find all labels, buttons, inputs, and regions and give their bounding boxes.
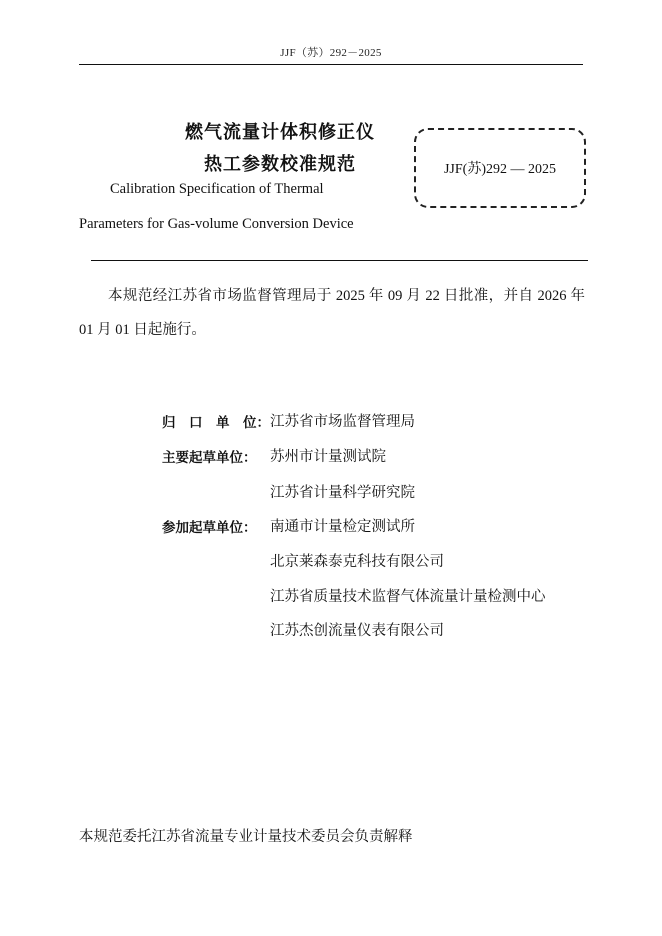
participating-drafting-unit: 北京莱森泰克科技有限公司 — [270, 554, 444, 570]
responsible-unit: 江苏省市场监督管理局 — [270, 414, 415, 430]
title-chinese-line-2: 热工参数校准规范 — [204, 154, 356, 175]
participating-drafting-unit: 南通市计量检定测试所 — [270, 519, 415, 535]
approval-statement: 本规范经江苏省市场监督管理局于 2025 年 09 月 22 日批准，并自 2026 年 01 月 01 日起施行。 — [79, 288, 585, 338]
title-divider — [91, 260, 588, 261]
header-divider — [79, 64, 583, 65]
participating-drafting-unit: 江苏省质量技术监督气体流量计量检测中心 — [270, 589, 546, 605]
responsible-unit-label: 归 口 单 位： — [162, 415, 270, 431]
interpretation-note: 本规范委托江苏省流量专业计量技术委员会负责解释 — [79, 829, 413, 845]
title-english-line-1: Calibration Specification of Thermal — [110, 181, 324, 197]
specification-code-box — [414, 128, 586, 208]
main-drafting-unit: 苏州市计量测试院 — [270, 449, 386, 465]
main-drafting-unit-label: 主要起草单位： — [162, 450, 257, 466]
document-code-header: JJF（苏）292－2025 — [280, 47, 382, 59]
main-drafting-unit: 江苏省计量科学研究院 — [270, 485, 415, 501]
title-english-line-2: Parameters for Gas-volume Conversion Device — [79, 216, 354, 232]
title-chinese-line-1: 燃气流量计体积修正仪 — [185, 122, 375, 143]
participating-drafting-unit-label: 参加起草单位： — [162, 520, 257, 536]
participating-drafting-unit: 江苏杰创流量仪表有限公司 — [270, 623, 444, 639]
specification-code: JJF(苏)292 — 2025 — [443, 162, 556, 177]
